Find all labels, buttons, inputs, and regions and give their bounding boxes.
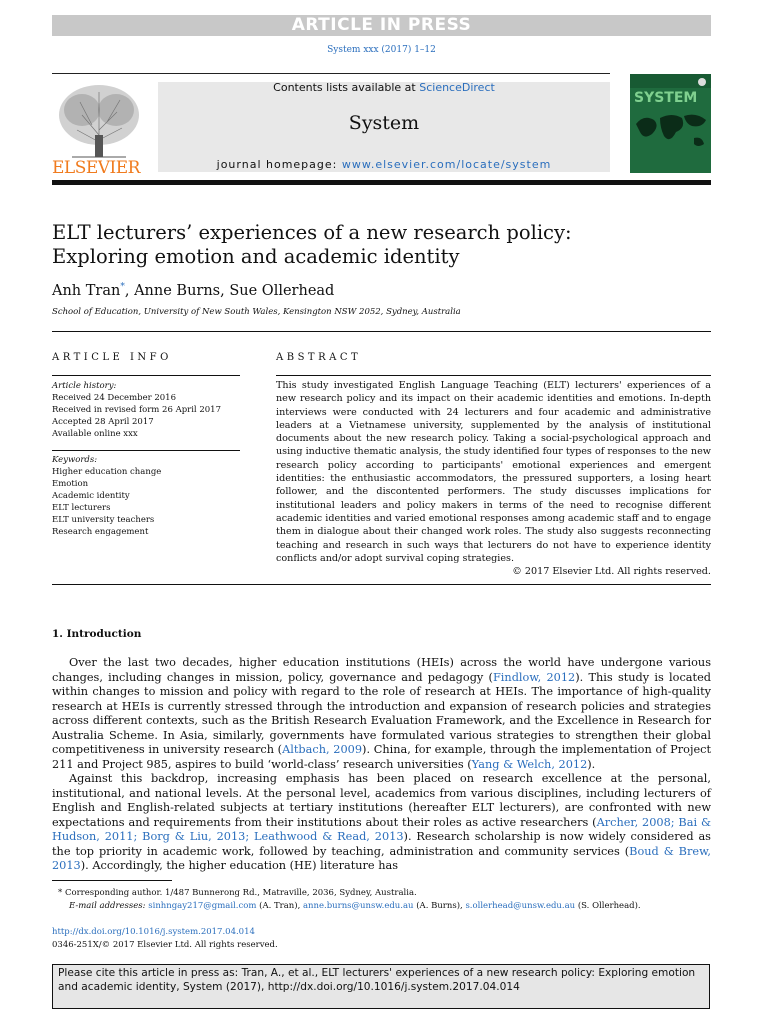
history-item: Available online xxx: [52, 429, 138, 439]
footnotes: [52, 887, 711, 913]
email-link[interactable]: sinhngay217@gmail.com: [148, 901, 257, 911]
article-info-heading: ARTICLE INFO: [52, 352, 172, 363]
header-thick-rule: [52, 180, 711, 185]
citation-notice: Please cite this article in press as: Tran, A., et al., ELT lecturers' experiences of a new research policy: Exploring emotion and academic identity, System (2017), http://dx.doi.org/10.1016/j.system.2017.04.014: [58, 967, 696, 993]
author-rest: , Anne Burns, Sue Ollerhead: [124, 282, 335, 299]
abstract-rule: [276, 375, 711, 376]
cover-world-map: [630, 74, 711, 173]
journal-cover-image: [630, 74, 711, 173]
section-heading-introduction: 1. Introduction: [52, 628, 142, 640]
header-top-rule: [52, 73, 610, 74]
citation-link[interactable]: Archer, 2008; Bai & Hudson, 2011; Borg & Liu, 2013; Leathwood & Read, 2013: [52, 815, 711, 843]
keywords-list: [52, 454, 161, 538]
journal-citation-link[interactable]: System xxx (2017) 1–12: [327, 45, 436, 55]
introduction-body: [52, 656, 711, 874]
journal-name: System: [348, 112, 420, 134]
homepage-link[interactable]: www.elsevier.com/locate/system: [341, 158, 552, 171]
footnote-rule: [52, 880, 172, 881]
text-run: Against this backdrop, increasing emphasis has been placed on research excellence at the personal, institutional, and national levels. At the personal level, academics from various disciplines, including lecturers of English and English-related subjects at tertiary institutions (hereafter ELT lecturers), are confronted with new expectations and requirements from their institutions about their roles as active researchers (: [52, 772, 711, 829]
homepage-prefix: journal homepage:: [216, 158, 342, 171]
keyword-item: Higher education change: [52, 467, 162, 477]
paragraph: [52, 772, 711, 874]
article-in-press-banner: ARTICLE IN PRESS: [52, 15, 711, 36]
journal-homepage: [158, 158, 610, 171]
elsevier-wordmark: ELSEVIER: [52, 158, 140, 178]
keyword-item: ELT lecturers: [52, 503, 111, 513]
email-owner: (A. Burns),: [413, 901, 466, 911]
keyword-item: Research engagement: [52, 527, 149, 537]
keyword-item: Emotion: [52, 479, 89, 489]
cover-title: SYSTEM: [634, 90, 698, 106]
keywords-rule: [52, 450, 240, 451]
text-run: Over the last two decades, higher education institutions (HEIs) across the world have undergone various changes, including changes in mission, policy, governance and pedagogy (: [52, 656, 711, 684]
abstract-heading: ABSTRACT: [276, 352, 362, 363]
title-rule: [52, 331, 711, 332]
history-item: Accepted 28 April 2017: [52, 417, 154, 427]
sciencedirect-link[interactable]: ScienceDirect: [419, 81, 495, 94]
contents-line: [158, 81, 610, 94]
abstract-bottom-rule: [52, 584, 711, 585]
email-owner: (A. Tran),: [256, 901, 303, 911]
article-info-rule: [52, 375, 240, 376]
article-history: [52, 380, 221, 440]
email-owner: (S. Ollerhead).: [575, 901, 641, 911]
citation-link[interactable]: Boud & Brew, 2013: [52, 844, 711, 872]
text-run: ). Research scholarship is now widely considered as the top priority in academic work, followed by teaching, administration and community services (: [52, 830, 711, 858]
doi-block: [52, 926, 278, 951]
citation-link[interactable]: Findlow, 2012: [492, 670, 576, 684]
email-label: E-mail addresses:: [69, 901, 149, 911]
text-run: ). Accordingly, the higher education (HE) literature has: [80, 859, 399, 872]
paragraph: [52, 656, 711, 772]
abstract-copyright: © 2017 Elsevier Ltd. All rights reserved.: [512, 566, 711, 578]
keywords-label: Keywords:: [52, 455, 98, 465]
abstract-body: [276, 379, 711, 578]
citation-link[interactable]: Altbach, 2009: [282, 743, 363, 756]
email-line: [52, 900, 711, 913]
history-label: Article history:: [52, 381, 117, 391]
keyword-item: Academic identity: [52, 491, 130, 501]
email-link[interactable]: anne.burns@unsw.edu.au: [302, 901, 414, 911]
corresponding-author-note: * Corresponding author. 1/487 Bunnerong Rd., Matraville, 2036, Sydney, Australia.: [58, 888, 417, 898]
affiliation: School of Education, University of New South Wales, Kensington NSW 2052, Sydney, Australia: [52, 307, 461, 317]
keyword-item: ELT university teachers: [52, 515, 155, 525]
text-run: ). China, for example, through the implementation of Project 211 and Project 985, aspires to build ‘world-class’ research universities (: [52, 743, 712, 771]
email-link[interactable]: s.ollerhead@unsw.edu.au: [465, 901, 576, 911]
corresponding-author-marker[interactable]: *: [120, 282, 125, 292]
abstract-text: This study investigated English Language Teaching (ELT) lecturers' experiences of a new research policy and its impact on their academic identities and emotions. In-depth interviews were conducted with 24 lecturers and four academic and administrative leaders at a Vietnamese university, supplemented by the analysis of institutional documents about the new research policy. Taking a social-psychological approach and using inductive thematic analysis, the study identified four types of responses to the new research policy according to participants' emotional experiences and emergent identities: the enthusiastic accommodators, the pressured supporters, a losing heart follower, and the discontented performers. The study discusses implications for institutional leaders and policy makers in terms of the need to recognise different academic identities and varied emotional responses among academic staff and to engage them in dialogue about their changed work roles. The study also suggests reconnecting teaching and research in such ways that lecturers do not have to experience identity conflicts and/or adopt survival coping strategies.: [276, 380, 711, 564]
issn-line: 0346-251X/© 2017 Elsevier Ltd. All rights reserved.: [52, 939, 278, 950]
text-run: ). This study is located within changes to mission and policy with regard to the role of research at HEIs. The importance of high-quality research at HEIs is currently stressed through the introduction and expansion of research policies and strategies across different contexts, such as the British Research Evaluation Framework, and the Excellence in Research for Australia Scheme. In Asia, similarly, governments have formulated various strategies to strengthen their global competitiveness in university research (: [52, 670, 711, 756]
doi-link[interactable]: http://dx.doi.org/10.1016/j.system.2017.04.014: [52, 927, 255, 937]
author-first[interactable]: Anh Tran: [52, 282, 121, 299]
contents-prefix: Contents lists available at: [273, 81, 420, 94]
citation-link[interactable]: Yang & Welch, 2012: [471, 757, 588, 771]
author-list: [52, 282, 334, 299]
article-title: ELT lecturers’ experiences of a new research policy: Exploring emotion and academic identity: [52, 221, 572, 268]
history-item: Received in revised form 26 April 2017: [52, 405, 221, 415]
text-run: ).: [587, 757, 596, 771]
history-item: Received 24 December 2016: [52, 393, 176, 403]
